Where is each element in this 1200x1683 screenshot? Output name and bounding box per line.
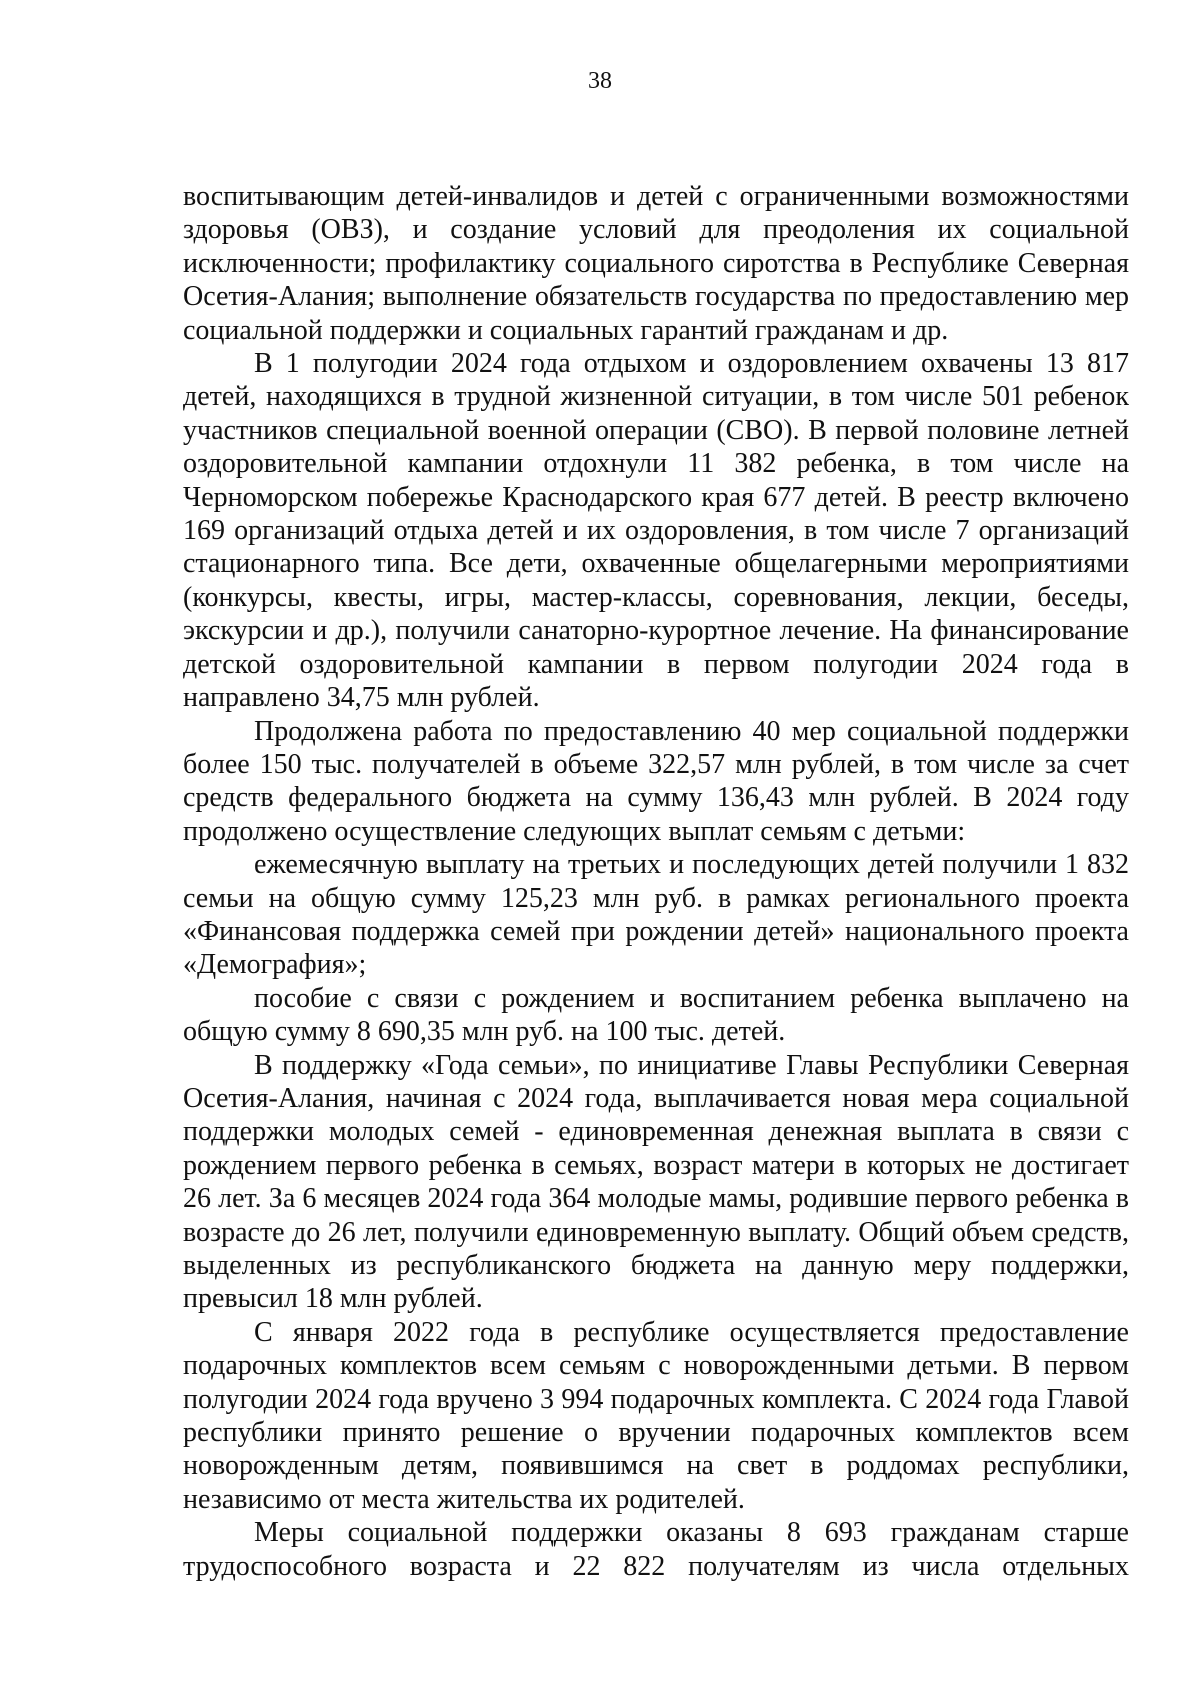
paragraph-year-of-family: В поддержку «Года семьи», по инициативе Главы Республики Северная Осетия-Алания, начиная с 2024 года, выплачивается новая мера социальной поддержки молодых семей - единовременная денежная выплата в связи с рождением первого ребенка в семьях, возраст матери в которых не достигает 26 лет. За 6 месяцев 2024 года 364 молодые мамы, родившие первого ребенка в возрасте до 26 лет, получили единовременную выплату. Общий объем средств, выделенных из республиканского бюджета на данную меру поддержки, превысил 18 млн рублей. [183, 1049, 1129, 1315]
paragraph-monthly-payment: ежемесячную выплату на третьих и последующих детей получили 1 832 семьи на общую сумму 125,23 млн руб. в рамках регионального проекта «Финансовая поддержка семей при рождении детей» национального проекта «Демография»; [183, 849, 1129, 981]
document-body [183, 180, 1129, 1583]
page-number: 38 [588, 68, 612, 94]
paragraph-children-recreation: В 1 полугодии 2024 года отдыхом и оздоровлением охвачены 13 817 детей, находящихся в трудной жизненной ситуации, в том числе 501 ребенок участников специальной военной операции (СВО). В первой половине летней оздоровительной кампании отдохнули 11 382 ребенка, в том числе на Черноморском побережье Краснодарского края 677 детей. В реестр включено 169 организаций отдыха детей и их оздоровления, в том числе 7 организаций стационарного типа. Все дети, охваченные общелагерными мероприятиями (конкурсы, квесты, игры, мастер-классы, соревнования, лекции, беседы, экскурсии и др.), получили санаторно-курортное лечение. На финансирование детской оздоровительной кампании в первом полугодии 2024 года в направлено 34,75 млн рублей. [183, 348, 1129, 714]
paragraph-continuation: воспитывающим детей-инвалидов и детей с ограниченными возможностями здоровья (ОВЗ), и создание условий для преодоления их социальной исключенности; профилактику социального сиротства в Республике Северная Осетия-Алания; выполнение обязательств государства по предоставлению мер социальной поддержки и социальных гарантий гражданам и др. [183, 181, 1129, 346]
paragraph-elderly-support: Меры социальной поддержки оказаны 8 693 гражданам старше трудоспособного возраста и 22 822 получателям из числа отдельных [183, 1517, 1129, 1582]
paragraph-gift-sets: С января 2022 года в республике осуществляется предоставление подарочных комплектов всем семьям с новорожденными детьми. В первом полугодии 2024 года вручено 3 994 подарочных комплекта. С 2024 года Главой республики принято решение о вручении подарочных комплектов всем новорожденным детям, появившимся на свет в роддомах республики, независимо от места жительства их родителей. [183, 1316, 1129, 1515]
paragraph-social-support: Продолжена работа по предоставлению 40 мер социальной поддержки более 150 тыс. получателей в объеме 322,57 млн рублей, в том числе за счет средств федерального бюджета на сумму 136,43 млн рублей. В 2024 году продолжено осуществление следующих выплат семьям с детьми: [183, 715, 1129, 847]
paragraph-child-benefit: пособие с связи с рождением и воспитанием ребенка выплачено на общую сумму 8 690,35 млн руб. на 100 тыс. детей. [183, 982, 1129, 1048]
